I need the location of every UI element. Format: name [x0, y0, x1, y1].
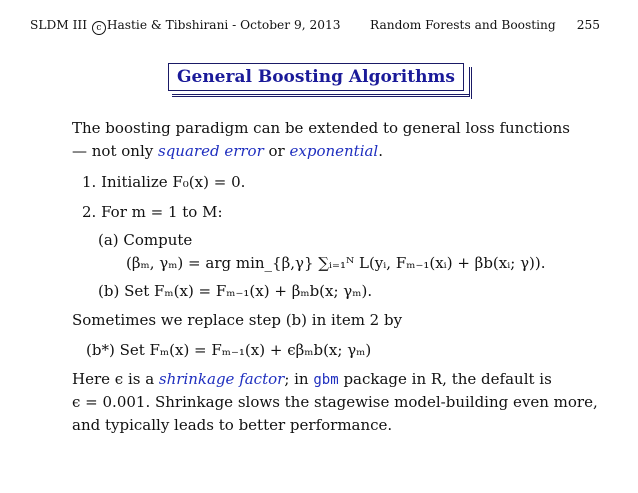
term-shrinkage-factor: shrinkage factor [158, 370, 285, 388]
closing-line-1 [72, 368, 552, 391]
intro-line-1: The boosting paradigm can be extended to general loss functions [72, 119, 570, 137]
slide-header [30, 18, 608, 36]
intro-period: . [378, 142, 384, 160]
title-frame [168, 63, 470, 101]
intro-or: or [263, 142, 290, 160]
page-title: General Boosting Algorithms [168, 63, 464, 91]
title-shadow-bottom-outer [172, 96, 470, 97]
page-number: 255 [576, 18, 600, 32]
header-authors: Hastie & Tibshirani - October 9, 2013 [106, 18, 341, 32]
closing-text-post: package in R, the default is [338, 370, 552, 388]
header-course: SLDM III [30, 18, 88, 32]
closing-text-mid: ; in [284, 370, 314, 388]
step-b-star: (b*) Set Fₘ(x) = Fₘ₋₁(x) + ϵβₘb(x; γₘ) [86, 341, 372, 359]
header-left [30, 18, 340, 35]
closing-line-2: ϵ = 0.001. Shrinkage slows the stagewise model-building even more, [72, 393, 598, 411]
term-exponential: exponential [289, 142, 379, 160]
intro-line-2 [72, 140, 383, 162]
title-shadow-right [469, 67, 470, 97]
closing-text-pre: Here ϵ is a [72, 370, 159, 388]
step-2: 2. For m = 1 to M: [82, 203, 223, 221]
closing-line-3: and typically leads to better performance. [72, 416, 393, 434]
replace-line: Sometimes we replace step (b) in item 2 by [72, 311, 403, 329]
step-2a-label: (a) Compute [98, 231, 193, 249]
step-2a-formula: (βₘ, γₘ) = arg min_{β,γ} ∑ᵢ₌₁ᴺ L(yᵢ, Fₘ₋₁(xᵢ) + βb(xᵢ; γ)). [126, 254, 546, 272]
title-shadow-right-outer [471, 67, 472, 99]
term-squared-error: squared error [158, 142, 264, 160]
header-topic: Random Forests and Boosting [370, 18, 556, 32]
intro-text: — not only [72, 142, 158, 160]
title-shadow-bottom [172, 94, 470, 95]
package-gbm: gbm [313, 372, 339, 388]
step-1: 1. Initialize F₀(x) = 0. [82, 173, 246, 191]
step-2b: (b) Set Fₘ(x) = Fₘ₋₁(x) + βₘb(x; γₘ). [98, 282, 373, 300]
copyright-icon: c [92, 21, 106, 35]
